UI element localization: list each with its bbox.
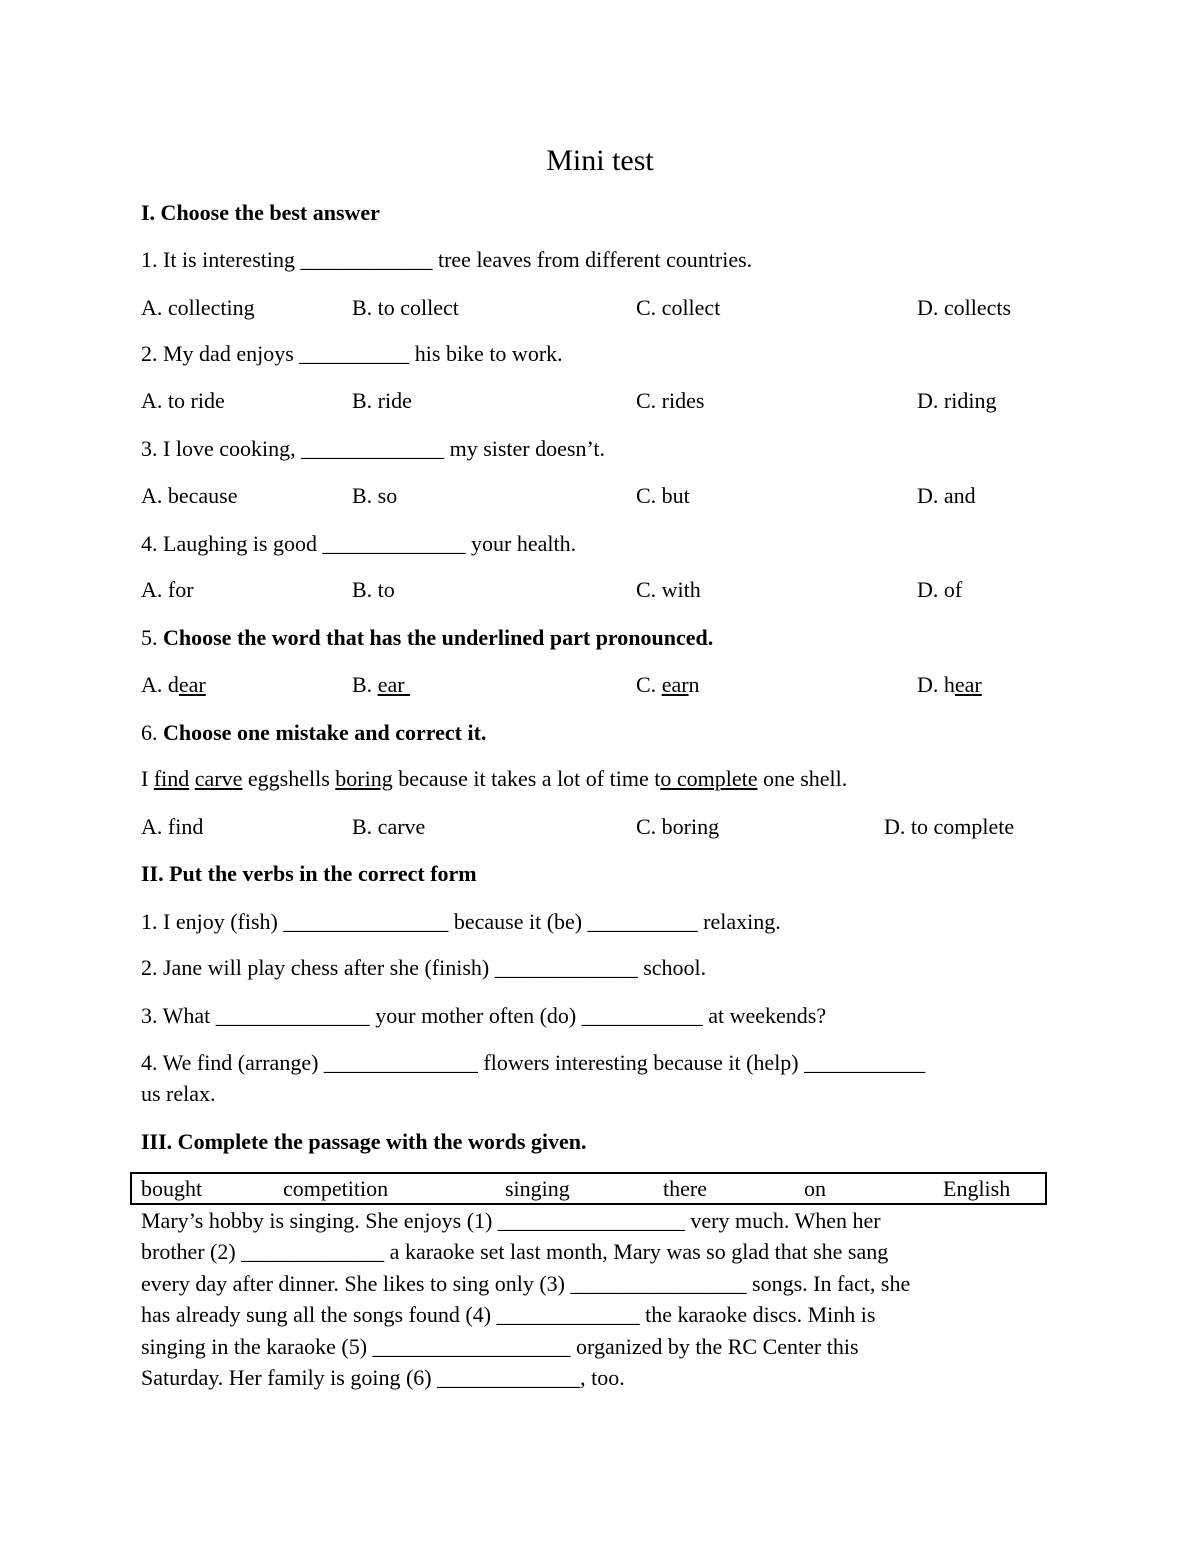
q2-option-a: A. to ride <box>141 388 225 413</box>
q4-option-d: D. of <box>917 577 963 602</box>
q4-option-a: A. for <box>141 577 194 602</box>
word-bank-item: there <box>663 1176 707 1201</box>
question-1: 1. It is interesting ____________ tree leaves from different countries. <box>141 247 753 272</box>
passage-line: every day after dinner. She likes to sing only (3) ________________ songs. In fact, she <box>141 1271 911 1296</box>
word-bank-item: on <box>804 1176 826 1201</box>
q6-option-b: B. carve <box>352 814 426 839</box>
section-3-heading: III. Complete the passage with the words given. <box>141 1129 587 1154</box>
q6-sentence: I find carve eggshells boring because it takes a lot of time to complete one shell. <box>141 766 848 791</box>
question-3: 3. I love cooking, _____________ my sister doesn’t. <box>141 436 605 461</box>
q3-option-b: B. so <box>352 483 398 508</box>
q6-option-d: D. to complete <box>884 814 1015 839</box>
passage-line: singing in the karaoke (5) __________________ organized by the RC Center this <box>141 1334 859 1359</box>
verb-item-2: 2. Jane will play chess after she (finish) _____________ school. <box>141 955 707 980</box>
word-bank-box <box>130 1172 1047 1205</box>
verb-item-1: 1. I enjoy (fish) _______________ because it (be) __________ relaxing. <box>141 909 781 934</box>
passage-line: Saturday. Her family is going (6) _____________, too. <box>141 1365 625 1390</box>
word-bank-item: English <box>943 1176 1011 1201</box>
q6-number: 6. <box>141 720 158 745</box>
page-title: Mini test <box>546 144 654 177</box>
q2-option-c: C. rides <box>636 388 705 413</box>
question-4: 4. Laughing is good _____________ your health. <box>141 531 577 556</box>
q2-option-b: B. ride <box>352 388 412 413</box>
verb-item-4-continued: us relax. <box>141 1081 216 1106</box>
q5-instruction: Choose the word that has the underlined part pronounced. <box>163 625 714 650</box>
q6-instruction: Choose one mistake and correct it. <box>163 720 487 745</box>
word-bank-item: singing <box>505 1176 570 1201</box>
q4-option-c: C. with <box>636 577 701 602</box>
passage-line: has already sung all the songs found (4) _____________ the karaoke discs. Minh is <box>141 1302 876 1327</box>
q5-option-b: B. ear <box>352 672 411 697</box>
section-2-heading: II. Put the verbs in the correct form <box>141 861 477 886</box>
q6-option-a: A. find <box>141 814 204 839</box>
question-2: 2. My dad enjoys __________ his bike to work. <box>141 341 563 366</box>
word-bank-item: bought <box>141 1176 203 1201</box>
q5-option-d: D. hear <box>917 672 982 697</box>
verb-item-3: 3. What ______________ your mother often (do) ___________ at weekends? <box>141 1003 827 1028</box>
question-5 <box>141 624 713 652</box>
q5-option-a: A. dear <box>141 672 206 697</box>
q1-option-d: D. collects <box>917 295 1012 320</box>
q3-option-d: D. and <box>917 483 976 508</box>
q6-option-c: C. boring <box>636 814 720 839</box>
q5-option-c: C. earn <box>636 672 700 697</box>
passage-line: Mary’s hobby is singing. She enjoys (1) _________________ very much. When her <box>141 1208 881 1233</box>
q5-number: 5. <box>141 625 158 650</box>
q3-option-a: A. because <box>141 483 238 508</box>
q3-option-c: C. but <box>636 483 690 508</box>
q1-option-b: B. to collect <box>352 295 459 320</box>
q2-option-d: D. riding <box>917 388 997 413</box>
section-1-heading: I. Choose the best answer <box>141 200 380 225</box>
q4-option-b: B. to <box>352 577 395 602</box>
passage-line: brother (2) _____________ a karaoke set last month, Mary was so glad that she sang <box>141 1239 889 1264</box>
verb-item-4: 4. We find (arrange) ______________ flowers interesting because it (help) ___________ <box>141 1050 926 1075</box>
q1-option-c: C. collect <box>636 295 721 320</box>
question-6 <box>141 719 486 747</box>
q1-option-a: A. collecting <box>141 295 255 320</box>
word-bank-item: competition <box>283 1176 389 1201</box>
